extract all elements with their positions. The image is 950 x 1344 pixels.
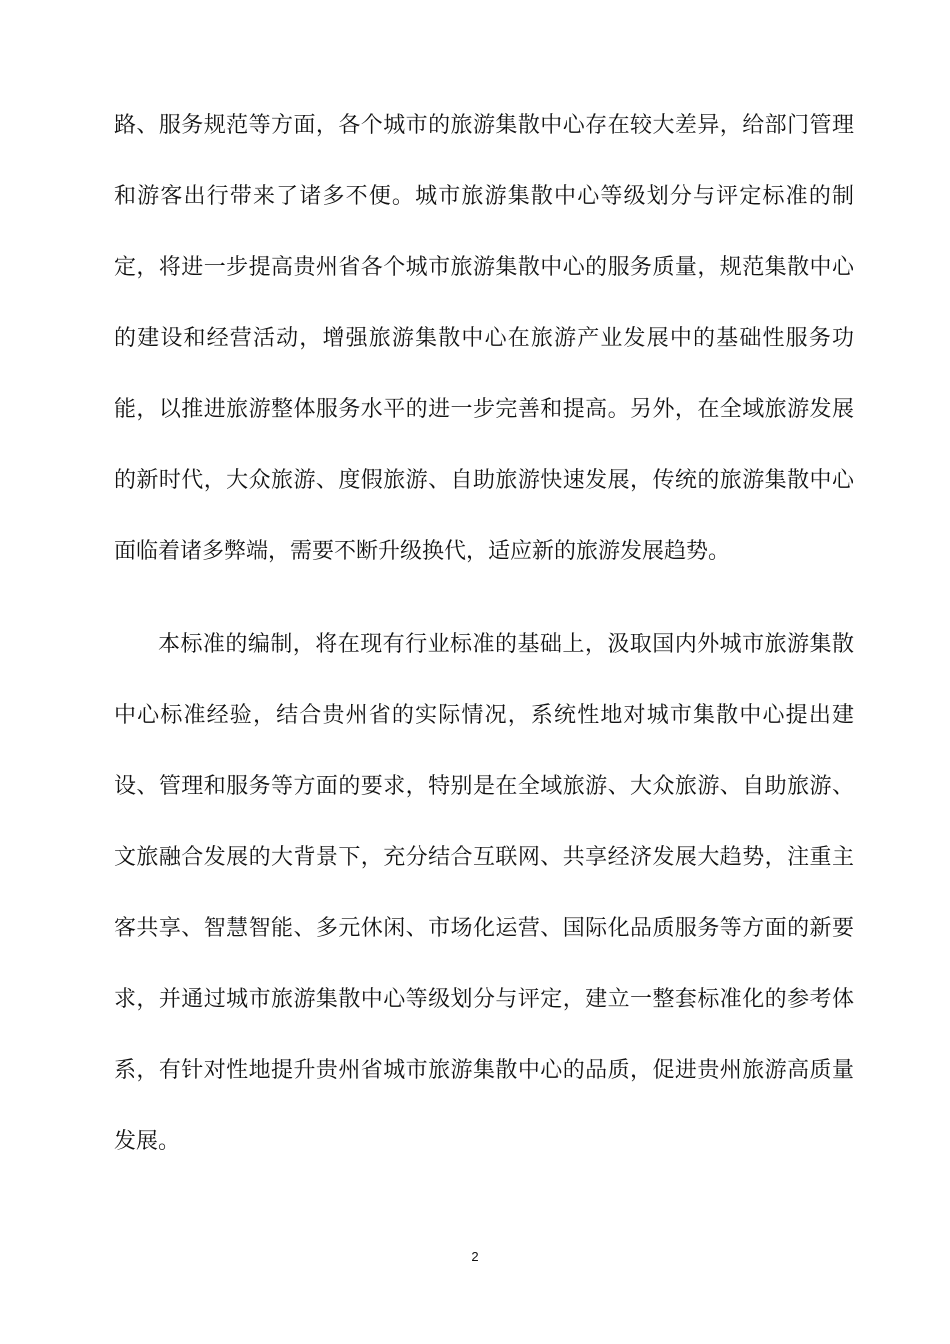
paragraph-2-line-5: 客共享、智慧智能、多元休闲、市场化运营、国际化品质服务等方面的新要: [114, 916, 854, 941]
paragraph-1-line-1: 路、服务规范等方面，各个城市的旅游集散中心存在较大差异，给部门管理: [114, 113, 854, 138]
paragraph-1-line-5: 能，以推进旅游整体服务水平的进一步完善和提高。另外，在全域旅游发展: [114, 397, 854, 422]
page-number: 2: [471, 1249, 479, 1264]
paragraph-1-line-7: 面临着诸多弊端，需要不断升级换代，适应新的旅游发展趋势。: [114, 539, 731, 564]
paragraph-1-line-6: 的新时代，大众旅游、度假旅游、自助旅游快速发展，传统的旅游集散中心: [114, 468, 854, 493]
paragraph-1-line-3: 定，将进一步提高贵州省各个城市旅游集散中心的服务质量，规范集散中心: [114, 255, 854, 280]
paragraph-2-line-4: 文旅融合发展的大背景下，充分结合互联网、共享经济发展大趋势，注重主: [114, 845, 854, 870]
paragraph-2-line-1: 本标准的编制，将在现有行业标准的基础上，汲取国内外城市旅游集散: [158, 632, 854, 657]
paragraph-2-line-8: 发展。: [114, 1129, 181, 1154]
paragraph-2-line-6: 求，并通过城市旅游集散中心等级划分与评定，建立一整套标准化的参考体: [114, 987, 854, 1012]
paragraph-2-line-3: 设、管理和服务等方面的要求，特别是在全域旅游、大众旅游、自助旅游、: [114, 774, 854, 799]
paragraph-2-line-7: 系，有针对性地提升贵州省城市旅游集散中心的品质，促进贵州旅游高质量: [114, 1058, 854, 1083]
paragraph-1-line-2: 和游客出行带来了诸多不便。城市旅游集散中心等级划分与评定标准的制: [114, 184, 854, 209]
paragraph-2-line-2: 中心标准经验，结合贵州省的实际情况，系统性地对城市集散中心提出建: [114, 703, 854, 728]
paragraph-1-line-4: 的建设和经营活动，增强旅游集散中心在旅游产业发展中的基础性服务功: [114, 326, 854, 351]
